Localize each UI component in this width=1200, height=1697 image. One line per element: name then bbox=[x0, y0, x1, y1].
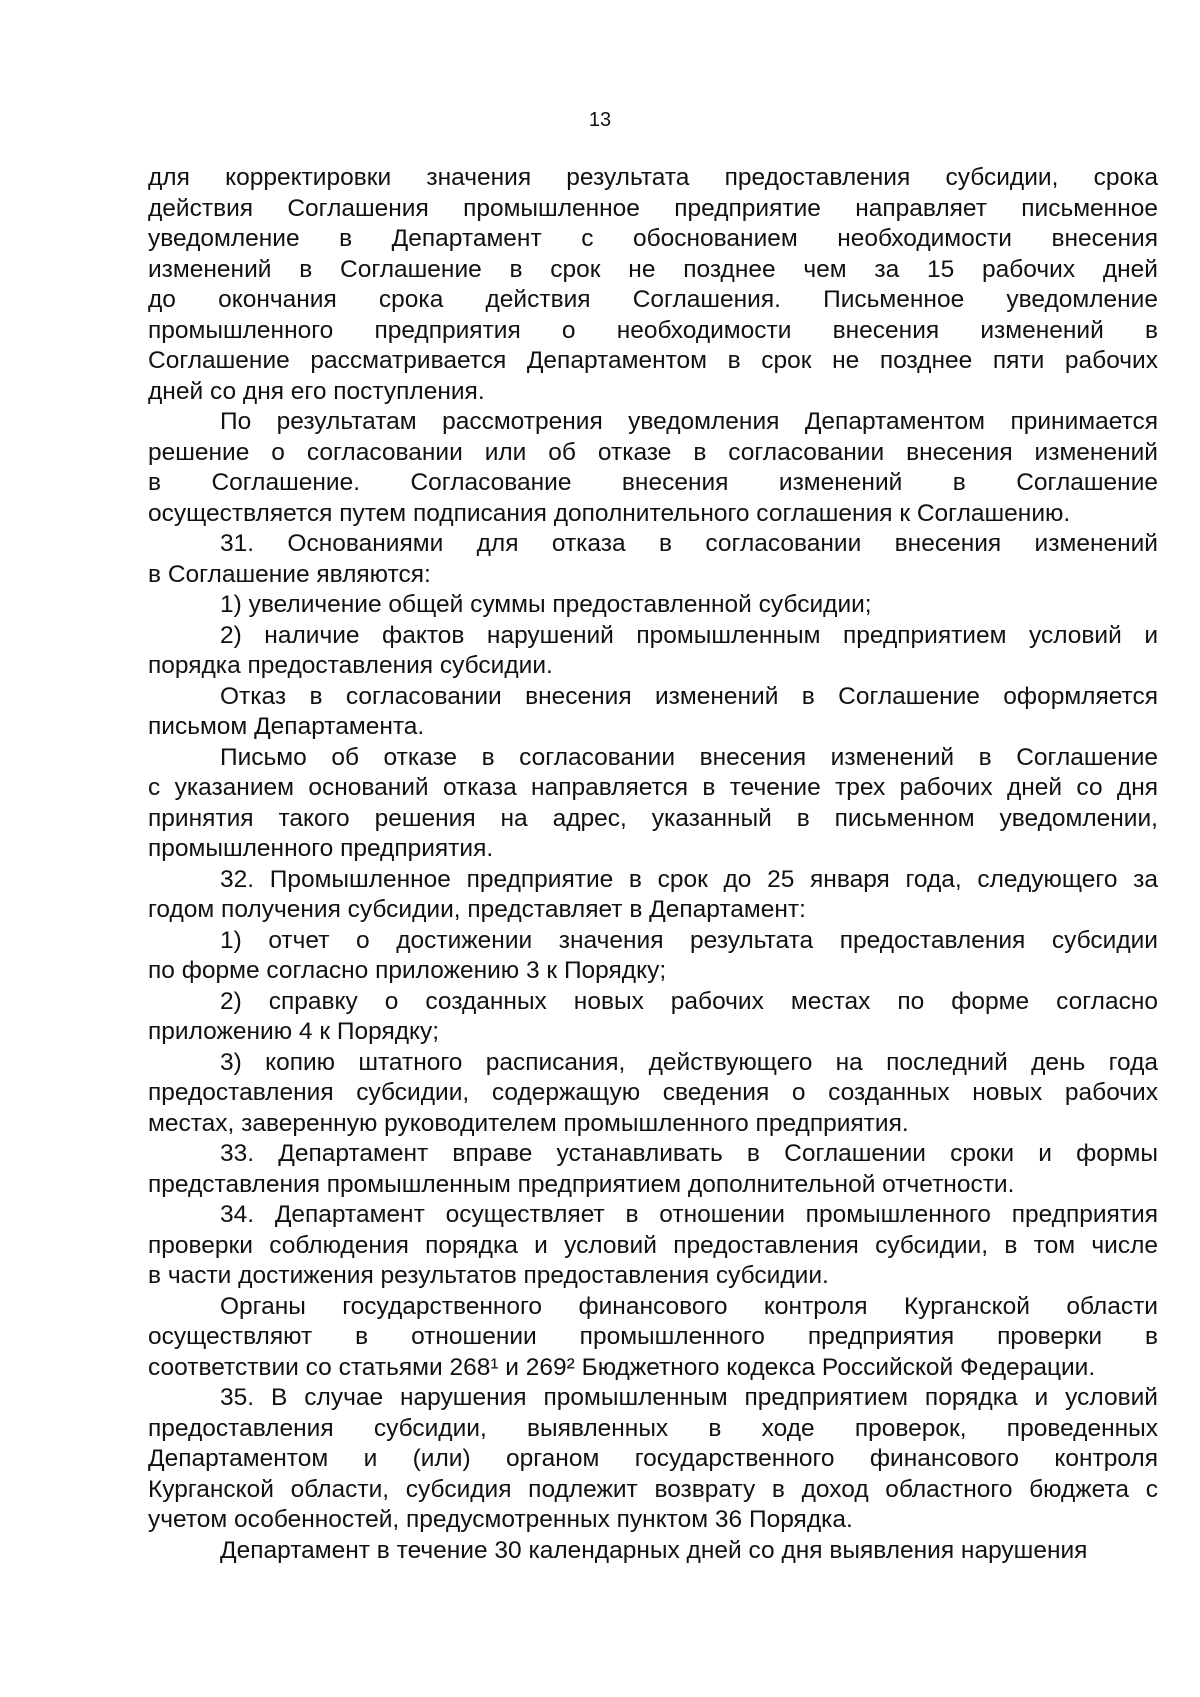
clause-31-item-2-line: 2) наличие фактов нарушений промышленным предприятием условий и bbox=[220, 621, 1158, 649]
paragraph-refusal-letter-line: принятия такого решения на адрес, указанный в письменном уведомлении, bbox=[148, 804, 1158, 832]
page-number: 13 bbox=[588, 109, 612, 131]
paragraph-refusal-form-line: Отказ в согласовании внесения изменений в Соглашение оформляется bbox=[220, 682, 1158, 710]
clause-35-line: Курганской области, субсидия подлежит возврату в доход областного бюджета с bbox=[148, 1475, 1158, 1503]
clause-32-line: годом получения субсидии, представляет в Департамент: bbox=[148, 896, 806, 923]
paragraph-review-result-line: в Соглашение. Согласование внесения изменений в Соглашение bbox=[148, 469, 1158, 496]
clause-34-line: проверки соблюдения порядка и условий предоставления субсидии, в том числе bbox=[148, 1231, 1158, 1259]
paragraph-continuation-line: Соглашение рассматривается Департаментом в срок не позднее пяти рабочих bbox=[148, 347, 1158, 374]
clause-34-line: 34. Департамент осуществляет в отношении промышленного предприятия bbox=[220, 1201, 1158, 1228]
clause-31-item-2-line: порядка предоставления субсидии. bbox=[148, 652, 553, 679]
paragraph-continuation-line: до окончания срока действия Соглашения. Письменное уведомление bbox=[148, 286, 1158, 313]
clause-32-item-2-line: 2) справку о созданных новых рабочих местах по форме согласно bbox=[220, 987, 1158, 1015]
paragraph-review-result-line: решение о согласовании или об отказе в согласовании внесения изменений bbox=[148, 438, 1158, 466]
paragraph-continuation-line: изменений в Соглашение в срок не позднее чем за 15 рабочих дней bbox=[148, 255, 1158, 283]
clause-32-item-2-line: приложению 4 к Порядку; bbox=[148, 1018, 440, 1045]
paragraph-department-deadline-line: Департамент в течение 30 календарных дней со дня выявления нарушения bbox=[220, 1536, 1088, 1564]
clause-32-item-3-line: местах, заверенную руководителем промышленного предприятия. bbox=[148, 1109, 909, 1137]
paragraph-financial-control-line: осуществляют в отношении промышленного предприятия проверки в bbox=[148, 1323, 1158, 1350]
clause-35-line: Департаментом и (или) органом государственного финансового контроля bbox=[148, 1445, 1158, 1472]
paragraph-review-result-line: По результатам рассмотрения уведомления Департаментом принимается bbox=[220, 408, 1158, 435]
paragraph-continuation-line: промышленного предприятия о необходимости внесения изменений в bbox=[148, 316, 1158, 344]
clause-35-line: предоставления субсидии, выявленных в ходе проверок, проведенных bbox=[148, 1414, 1158, 1442]
clause-32-item-1-line: 1) отчет о достижении значения результата предоставления субсидии bbox=[220, 926, 1158, 954]
paragraph-continuation-line: действия Соглашения промышленное предприятие направляет письменное bbox=[148, 194, 1158, 222]
clause-31-line: в Соглашение являются: bbox=[148, 560, 431, 588]
paragraph-refusal-letter-line: с указанием оснований отказа направляется в течение трех рабочих дней со дня bbox=[148, 774, 1158, 801]
paragraph-continuation-line: уведомление в Департамент с обоснованием необходимости внесения bbox=[148, 225, 1158, 252]
clause-35-line: 35. В случае нарушения промышленным предприятием порядка и условий bbox=[220, 1384, 1158, 1411]
clause-32-line: 32. Промышленное предприятие в срок до 25 января года, следующего за bbox=[220, 865, 1158, 893]
clause-31-item-1-line: 1) увеличение общей суммы предоставленной субсидии; bbox=[220, 591, 872, 618]
paragraph-financial-control-line: соответствии со статьями 268¹ и 269² Бюджетного кодекса Российской Федерации. bbox=[148, 1353, 1096, 1381]
paragraph-refusal-letter-line: промышленного предприятия. bbox=[148, 835, 494, 862]
paragraph-review-result-line: осуществляется путем подписания дополнительного соглашения к Соглашению. bbox=[148, 499, 1071, 527]
clause-33-line: представления промышленным предприятием дополнительной отчетности. bbox=[148, 1170, 1015, 1198]
clause-31-line: 31. Основаниями для отказа в согласовании внесения изменений bbox=[220, 530, 1158, 557]
paragraph-refusal-form-line: письмом Департамента. bbox=[148, 713, 425, 740]
paragraph-refusal-letter-line: Письмо об отказе в согласовании внесения изменений в Соглашение bbox=[220, 743, 1158, 771]
paragraph-financial-control-line: Органы государственного финансового контроля Курганской области bbox=[220, 1292, 1158, 1320]
clause-34-line: в части достижения результатов предоставления субсидии. bbox=[148, 1262, 829, 1289]
document-body bbox=[148, 163, 1158, 1566]
clause-35-line: учетом особенностей, предусмотренных пунктом 36 Порядка. bbox=[148, 1506, 853, 1533]
clause-32-item-1-line: по форме согласно приложению 3 к Порядку; bbox=[148, 957, 667, 984]
paragraph-continuation-line: для корректировки значения результата предоставления субсидии, срока bbox=[148, 164, 1158, 191]
paragraph-continuation-line: дней со дня его поступления. bbox=[148, 377, 485, 405]
clause-32-item-3-line: 3) копию штатного расписания, действующего на последний день года bbox=[220, 1048, 1158, 1076]
clause-33-line: 33. Департамент вправе устанавливать в Соглашении сроки и формы bbox=[220, 1140, 1158, 1167]
clause-32-item-3-line: предоставления субсидии, содержащую сведения о созданных новых рабочих bbox=[148, 1079, 1158, 1106]
